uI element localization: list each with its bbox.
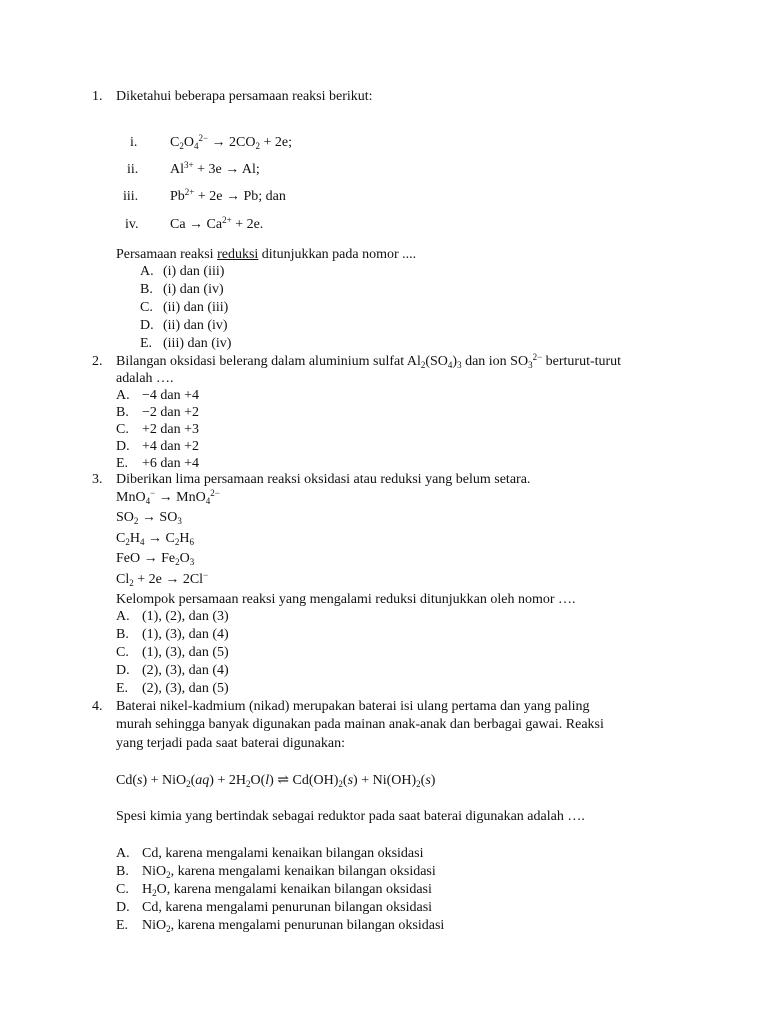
q4-number: 4. xyxy=(92,699,103,714)
q3-number: 3. xyxy=(92,472,103,487)
q2-number: 2. xyxy=(92,354,103,369)
q3-reaction-2: $SO_2 \to SO_3$ xyxy=(116,510,182,526)
q4-option-text-d: Cd, karena mengalami penurunan bilangan oksidasi xyxy=(142,900,433,915)
q2-option-text-d: +4 dan +2 xyxy=(142,439,200,454)
q4-equation: $Cd(s) + NiO_2(aq) + 2H_2O(l)$ ⇌ $Cd(OH)_2(s) + Ni(OH)_2(s)$ xyxy=(116,773,436,789)
q4-option-text-a: Cd, karena mengalami kenaikan bilangan oksidasi xyxy=(142,846,424,861)
q2-option-letter-e: E. xyxy=(116,456,129,471)
q2-option-text-c: +2 dan +3 xyxy=(142,422,200,437)
q4-option-letter-a: A. xyxy=(116,846,130,861)
q1-reaction-3: $Pb^{2+} + 2e \to Pb$; dan xyxy=(170,187,286,204)
q1-option-text-c: (ii) dan (iii) xyxy=(163,300,229,315)
q3-stem: Diberikan lima persamaan reaksi oksidasi atau reduksi yang belum setara. xyxy=(116,472,531,487)
q4-option-text-e: NiO$_2$, karena mengalami penurunan bilangan oksidasi xyxy=(142,918,445,934)
q4-question: Spesi kimia yang bertindak sebagai reduktor pada saat baterai digunakan adalah …. xyxy=(116,809,585,824)
q1-question: Persamaan reaksi reduksi ditunjukkan pada nomor .... xyxy=(116,247,417,262)
q1-option-letter-d: D. xyxy=(140,318,154,333)
q2-option-letter-b: B. xyxy=(116,405,129,420)
q4-stem-line3: yang terjadi pada saat baterai digunakan: xyxy=(116,736,345,751)
q2-option-text-a: −4 dan +4 xyxy=(142,388,200,403)
q1-reaction-1: $C_2O_4^{2-} \to 2CO_2 + 2e$; xyxy=(170,133,292,151)
q4-option-letter-e: E. xyxy=(116,918,129,933)
q3-option-letter-e: E. xyxy=(116,681,129,696)
q1-reaction-4: $Ca \to Ca^{2+} + 2e$. xyxy=(170,215,264,232)
q3-option-text-b: (1), (3), dan (4) xyxy=(142,627,229,642)
q1-option-letter-e: E. xyxy=(140,336,153,351)
q1-option-text-d: (ii) dan (iv) xyxy=(163,318,228,333)
q2-option-text-e: +6 dan +4 xyxy=(142,456,200,471)
q3-option-letter-b: B. xyxy=(116,627,129,642)
q4-stem-line2: murah sehingga banyak digunakan pada mainan anak-anak dan berbagai gawai. Reaksi xyxy=(116,717,604,732)
q3-reaction-4: FeO → $Fe_2O_3$ xyxy=(116,551,195,567)
q2-stem-line2: adalah …. xyxy=(116,371,174,386)
q1-reaction-label-2: ii. xyxy=(127,162,139,177)
q4-option-letter-c: C. xyxy=(116,882,129,897)
q2-option-text-b: −2 dan +2 xyxy=(142,405,200,420)
q4-stem-line1: Baterai nikel-kadmium (nikad) merupakan baterai isi ulang pertama dan yang paling xyxy=(116,699,590,714)
q3-option-letter-d: D. xyxy=(116,663,130,678)
q1-stem: Diketahui beberapa persamaan reaksi berikut: xyxy=(116,89,373,104)
q4-option-letter-d: D. xyxy=(116,900,130,915)
q3-reaction-1: MnO$_4$− → MnO$_4^{2-}$ xyxy=(116,488,220,506)
q3-option-text-e: (2), (3), dan (5) xyxy=(142,681,229,696)
q3-option-text-a: (1), (2), dan (3) xyxy=(142,609,229,624)
q2-option-letter-d: D. xyxy=(116,439,130,454)
q4-option-text-c: $H_2O$, karena mengalami kenaikan bilangan oksidasi xyxy=(142,882,432,898)
q3-option-text-d: (2), (3), dan (4) xyxy=(142,663,229,678)
q1-option-text-a: (i) dan (iii) xyxy=(163,264,225,279)
q1-option-letter-b: B. xyxy=(140,282,153,297)
q1-option-text-e: (iii) dan (iv) xyxy=(163,336,232,351)
q3-reaction-5: $Cl_2 + 2e \to 2Cl^-$ xyxy=(116,570,209,588)
q1-option-letter-c: C. xyxy=(140,300,153,315)
q3-reaction-3: $C_2H_4 \to C_2H_6$ xyxy=(116,531,194,547)
q3-option-text-c: (1), (3), dan (5) xyxy=(142,645,229,660)
q3-question: Kelompok persamaan reaksi yang mengalami reduksi ditunjukkan oleh nomor …. xyxy=(116,592,576,607)
q1-reaction-label-1: i. xyxy=(130,135,138,150)
q1-reaction-label-4: iv. xyxy=(125,217,139,232)
q4-option-text-b: NiO$_2$, karena mengalami kenaikan bilangan oksidasi xyxy=(142,864,436,880)
q3-option-letter-a: A. xyxy=(116,609,130,624)
q1-reaction-label-3: iii. xyxy=(123,189,139,204)
q1-number: 1. xyxy=(92,89,103,104)
q2-stem-line1: Bilangan oksidasi belerang dalam aluminium sulfat $Al_2(SO_4)_3$ dan ion $SO_3^{2-}$ berturut-turut xyxy=(116,352,622,370)
q2-option-letter-a: A. xyxy=(116,388,130,403)
q4-option-letter-b: B. xyxy=(116,864,129,879)
q3-option-letter-c: C. xyxy=(116,645,129,660)
q1-reaction-2: $Al^{3+} + 3e \to Al$; xyxy=(170,160,260,177)
q2-option-letter-c: C. xyxy=(116,422,129,437)
q1-option-letter-a: A. xyxy=(140,264,154,279)
q1-option-text-b: (i) dan (iv) xyxy=(163,282,224,297)
